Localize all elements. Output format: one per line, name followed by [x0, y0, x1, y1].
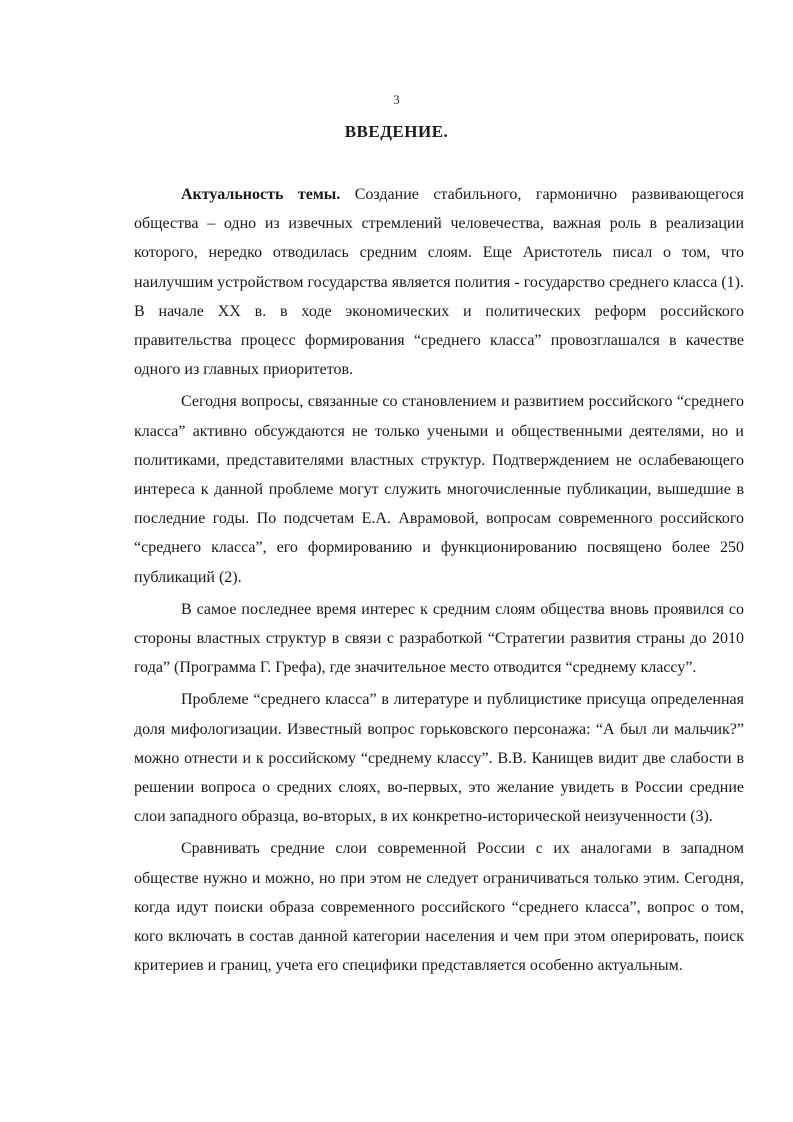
body-text [134, 180, 744, 983]
paragraph-text: Сегодня вопросы, связанные со становлением и развитием российского “среднего класса” активно обсуждаются не только учеными и общественными деятелями, но и политиками, представителями властных структур. Подтверждением не ослабевающего интереса к данной проблеме могут служить многочисленные публикации, вышедшие в последние годы. По подсчетам Е.А. Аврамовой, вопросам современного российского “среднего класса”, его формированию и функционированию посвящено более 250 публикаций (2). [134, 393, 744, 586]
paragraph-text: Создание стабильного, гармонично развивающегося общества – одно из извечных стремлений человечества, важная роль в реализации которого, нередко отводилась средним слоям. Еще Аристотель писал о том, что наилучшим устройством государства является полития - государство среднего класса (1). В начале XX в. в ходе экономических и политических реформ российского правительства процесс формирования “среднего класса” провозглашался в качестве одного из главных приоритетов. [134, 186, 745, 379]
paragraph-lead: Актуальность темы. [181, 186, 341, 203]
paragraph-text: В самое последнее время интерес к средним слоям общества вновь проявился со стороны властных структур в связи с разработкой “Стратегии развития страны до 2010 года” (Программа Г. Грефа), где значительное место отводится “среднему классу”. [134, 600, 744, 677]
paragraph-3 [134, 595, 744, 683]
paragraph-text: Проблеме “среднего класса” в литературе и публицистике присуща определенная доля мифологизации. Известный вопрос горьковского персонажа: “А был ли мальчик?” можно отнести и к российскому “среднему классу”. В.В. Канищев видит две слабости в решении вопроса о средних слоях, во-первых, это желание увидеть в России средние слои западного образца, во-вторых, в их конкретно-исторической неизученности (3). [134, 691, 744, 826]
page-title: ВВЕДЕНИЕ. [344, 122, 449, 141]
paragraph-2 [134, 387, 744, 591]
page-number: 3 [393, 92, 400, 107]
paragraph-4 [134, 685, 744, 831]
paragraph-5 [134, 834, 744, 980]
paragraph-1 [134, 180, 744, 384]
paragraph-text: Сравнивать средние слои современной России с их аналогами в западном обществе нужно и можно, но при этом не следует ограничиваться только этим. Сегодня, когда идут поиски образа современного российского “среднего класса”, вопрос о том, кого включать в состав данной категории населения и чем при этом оперировать, поиск критериев и границ, учета его специфики представляется особенно актуальным. [134, 840, 744, 975]
